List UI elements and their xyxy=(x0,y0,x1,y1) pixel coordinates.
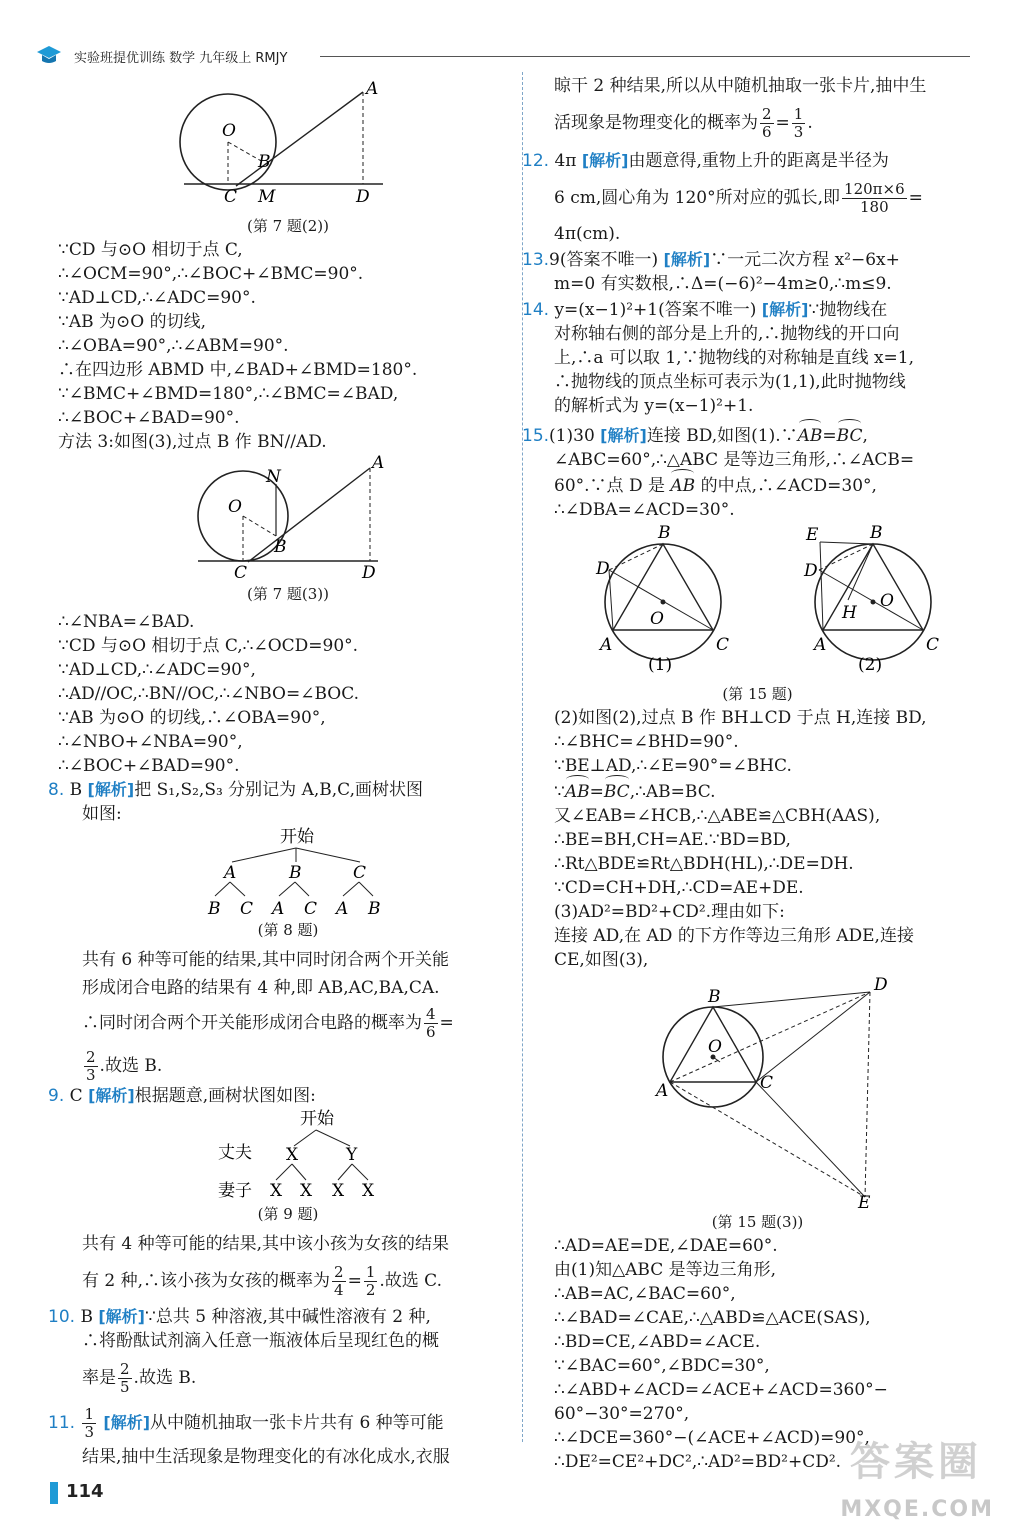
q15-p2-line: ∵CD=CH+DH,∴CD=AE+DE. xyxy=(554,878,804,898)
label-D: D xyxy=(362,563,376,582)
analysis-tag: [解析] xyxy=(600,426,647,445)
label-D: D xyxy=(874,975,888,995)
label-D: D xyxy=(804,561,818,581)
caption-7-2: (第 7 题(2)) xyxy=(246,217,330,235)
q8-conclusion-3: ∴同时闭合两个开关能形成闭合电路的概率为 xyxy=(82,1013,422,1033)
question-number: 9. xyxy=(48,1086,65,1106)
text-line: ∴∠NBO+∠NBA=90°, xyxy=(58,732,243,752)
tree-leaf: X xyxy=(300,1181,313,1201)
label-M: M xyxy=(258,187,276,207)
analysis-tag: [解析] xyxy=(88,1086,135,1105)
tree-node: B xyxy=(289,863,302,883)
q15-p2-line: ∴BE=BH,CH=AE.∵BD=BD, xyxy=(554,830,791,850)
tree-leaf: B xyxy=(208,899,221,918)
question-number: 13. xyxy=(522,250,550,270)
fraction: $\frac{2}{6}$ xyxy=(762,105,772,141)
q14-line-2: 对称轴右侧的部分是上升的,∴抛物线的开口向 xyxy=(554,324,900,344)
answer: (1)30 xyxy=(549,426,595,446)
fraction: $\frac{4}{6}$ xyxy=(426,1005,436,1041)
page-number-badge xyxy=(48,1478,106,1506)
text-line: ∴∠BOC+∠BAD=90°. xyxy=(58,756,240,776)
analysis-tag: [解析] xyxy=(87,780,135,799)
caption-8: (第 8 题) xyxy=(257,921,319,939)
label-N: N xyxy=(266,467,281,487)
tree-root: 开始 xyxy=(280,827,314,847)
figure-7-2-diagram xyxy=(58,72,518,214)
q9-line-2: 有 2 种,∴该小孩为女孩的概率为 xyxy=(82,1271,331,1291)
q14-text: ∵抛物线在 xyxy=(808,300,888,320)
q14-line-4: ∴抛物线的顶点坐标可表示为(1,1),此时抛物线 xyxy=(554,372,906,392)
q9-text: 根据题意,画树状图如图: xyxy=(134,1086,316,1106)
caption-15: (第 15 题) xyxy=(722,685,793,703)
label-B: B xyxy=(870,523,883,543)
tree-root: 开始 xyxy=(300,1109,334,1129)
question-8: 8. B [解析]把 S₁,S₂,S₃ 分别记为 A,B,C,画树状图 如图: 开始 A B C B C A C A B (第 8 题) 共有 6 种等可能的结果,其中同时闭合两个开关能 形成闭合电路的结果有 4 种,即 AB,AC,BA,CA. ∴同时闭合两个开关能形成闭合电路的概率为 $\frac{4}{6}$ = $\frac{2}{3}$ .故选 B. xyxy=(58,778,518,1084)
label-C: C xyxy=(224,187,238,207)
analysis-tag: [解析] xyxy=(103,1413,151,1432)
q10-text: ∵总共 5 种溶液,其中碱性溶液有 2 种, xyxy=(145,1307,431,1327)
question-9: 9. C [解析]根据题意,画树状图如图: 开始 丈夫 X Y 妻子 X X X X (第 9 题) 共有 4 种等可能的结果,其中该小孩为女孩的结果 有 2 种,∴该小孩为女孩的概率为 $\frac{2}{4}$ = $\frac{1}{2}$ .故选 C. xyxy=(58,1084,518,1299)
question-number: 8. xyxy=(48,780,65,800)
q11-line-3: 晾干 2 种结果,所以从中随机抽取一张卡片,抽中生 xyxy=(554,76,927,96)
graduation-cap-icon xyxy=(36,44,62,66)
q11-line-2: 结果,抽中生活现象是物理变化的有冰化成水,衣服 xyxy=(82,1447,450,1467)
analysis-tag: [解析] xyxy=(581,151,629,170)
label-B: B xyxy=(708,987,721,1007)
answer: C xyxy=(69,1086,83,1106)
q15-line-2: ∠ABC=60°,∴△ABC 是等边三角形,∴∠ACB= xyxy=(554,450,915,470)
label-C: C xyxy=(926,635,940,655)
question-number: 12. xyxy=(522,151,550,171)
q14-line-3: 上,∴a 可以取 1,∵抛物线的对称轴是直线 x=1, xyxy=(554,348,915,368)
label-A: A xyxy=(600,635,613,655)
label-B: B xyxy=(658,523,671,543)
label-B: B xyxy=(258,152,271,172)
row-label-wife: 妻子 xyxy=(218,1181,252,1201)
q15-line-3: 60°.∵点 D 是 xyxy=(554,476,665,496)
question-13 xyxy=(522,248,985,296)
answer: B xyxy=(80,1307,93,1327)
page-number: 114 xyxy=(66,1481,104,1502)
arc-AB: AB xyxy=(565,778,590,804)
q15-p3-line: ∴BD=CE,∠ABD=∠ACE. xyxy=(554,1332,761,1352)
q9-line-1: 共有 4 种等可能的结果,其中该小孩为女孩的结果 xyxy=(82,1234,450,1254)
tree-leaf: A xyxy=(336,899,349,918)
label-B: B xyxy=(274,537,287,557)
label-E: E xyxy=(806,525,819,545)
question-number: 11. xyxy=(48,1413,76,1433)
arc-AB: AB xyxy=(798,422,823,448)
figure-15-diagrams xyxy=(530,522,985,682)
q14-line-5: 的解析式为 y=(x−1)²+1. xyxy=(554,396,754,416)
q15-line-4: ∴∠DBA=∠ACD=30°. xyxy=(554,500,735,520)
answer: y=(x−1)²+1(答案不唯一) xyxy=(554,300,757,320)
question-number: 10. xyxy=(48,1307,76,1327)
question-number: 14. xyxy=(522,300,550,320)
label-O: O xyxy=(222,121,236,141)
tree-node: A xyxy=(224,863,237,883)
q9-end: .故选 C. xyxy=(379,1271,442,1291)
label-H: H xyxy=(842,603,857,623)
q11-line-4: 活现象是物理变化的概率为 xyxy=(554,113,758,133)
q15-p2-arc-tail: ,∴AB=BC. xyxy=(629,782,716,802)
q10-line-3: 率是 xyxy=(82,1368,116,1388)
question-number: 15. xyxy=(522,426,550,446)
q15-text: 连接 BD,如图(1).∵ xyxy=(646,426,798,446)
label-C: C xyxy=(234,563,248,582)
question-12: 12. 4π [解析]由题意得,重物上升的距离是半径为 6 cm,圆心角为 120°所对应的弧长,即 $\frac{120\pi\times 6}{180}$ = 4π(cm). xyxy=(530,149,985,246)
q12-text: 由题意得,重物上升的距离是半径为 xyxy=(628,151,889,171)
question-10 xyxy=(48,1305,518,1396)
q15-p3-line: ∴∠DCE=360°−(∠ACE+∠ACD)=90°, xyxy=(554,1428,870,1448)
q8-conclusion-2: 形成闭合电路的结果有 4 种,即 AB,AC,BA,CA. xyxy=(82,978,440,998)
text-line: ∵CD 与⊙O 相切于点 C,∴∠OCD=90°. xyxy=(58,636,359,656)
answer-fraction: $\frac{1}{3}$ xyxy=(84,1405,94,1441)
answer: 9(答案不唯一) xyxy=(549,250,659,270)
q15-p2-line: ∴∠BHC=∠BHD=90°. xyxy=(554,732,739,752)
label-E: E xyxy=(858,1193,871,1210)
label-O: O xyxy=(228,497,242,517)
text-line: ∵CD 与⊙O 相切于点 C, xyxy=(58,240,243,260)
q13-line-2: m=0 有实数根,∴Δ=(−6)²−4m≥0,∴m≤9. xyxy=(554,274,892,294)
question-15: 15.(1)30 [解析]连接 BD,如图(1).∵AB=BC, ∠ABC=60°,∴△ABC 是等边三角形,∴∠ACB= 60°.∵点 D 是 AB 的中点,∴∠ACD=30°, ∴∠DBA=∠ACD=30°. B D O A C (1) E B D O H A C (2) (第 15 题) (2)如图(2),过点 B 作 BH⊥CD 于点 H,连接 BD, ∴∠BHC=∠BHD=90°. ∵BE⊥AD,∴∠E=90°=∠BHC. ∵AB=BC,∴AB=BC. 又∠EAB=∠HCB,∴△ABE≌△CBH(AAS), ∴BE=BH,CH=AE.∵BD=BD, ∴Rt△BDE≌Rt△BDH(HL),∴DE=DH. ∵CD=CH+DH,∴CD=AE+DE. (3)AD²=BD²+CD².理由如下: 连接 AD,在 AD 的下方作等边三角形 ADE,连接 CE,如图(3), B D O A C E (第 15 题(3)) ∴AD=AE=DE,∠DAE=60°. 由(1)知△ABC 是等边三角形, ∴AB=AC,∠BAC=60°, ∴∠BAD=∠CAE,∴△ABD≌△ACE(SAS), ∴BD=CE,∠ABD=∠ACE. ∵∠BAC=60°,∠BDC=30°, ∴∠ABD+∠ACD=∠ACE+∠ACD=360°− 60°−30°=270°, ∴∠DCE=360°−(∠ACE+∠ACD)=90°, ∴DE²=CE²+DC²,∴AD²=BD²+CD². xyxy=(530,422,985,1474)
q15-p3-line: ∴∠ABD+∠ACD=∠ACE+∠ACD=360°− xyxy=(554,1380,888,1400)
q8-end: .故选 B. xyxy=(99,1056,163,1076)
figure-7-3 xyxy=(58,454,518,582)
q12-line-2: 6 cm,圆心角为 120°所对应的弧长,即 xyxy=(554,188,841,208)
q15-line-3b: 的中点,∴∠ACD=30°, xyxy=(700,476,877,496)
fraction: $\frac{120\pi\times 6}{180}$ xyxy=(844,180,905,216)
question-14 xyxy=(522,298,985,418)
q8-conclusion-1: 共有 6 种等可能的结果,其中同时闭合两个开关能 xyxy=(82,950,450,970)
fraction: $\frac{1}{2}$ xyxy=(365,1263,376,1299)
figure-7-3-diagram xyxy=(58,454,518,582)
text-line: ∵AD⊥CD,∴∠ADC=90°, xyxy=(58,660,256,680)
tree-diagram-8 xyxy=(58,826,518,918)
left-column xyxy=(48,72,518,1469)
q7-method3-proof xyxy=(58,610,518,778)
label-C: C xyxy=(716,635,730,655)
q8-text: 把 S₁,S₂,S₃ 分别记为 A,B,C,画树状图 xyxy=(134,780,423,800)
text-line: ∴在四边形 ABMD 中,∠BAD+∠BMD=180°. xyxy=(58,360,418,380)
row-label-husband: 丈夫 xyxy=(218,1143,252,1163)
tree-leaf: X xyxy=(270,1181,283,1201)
answer: B xyxy=(69,780,83,800)
right-column: 晾干 2 种结果,所以从中随机抽取一张卡片,抽中生 活现象是物理变化的概率为 $\frac{2}{6}$ = $\frac{1}{3}$ . 12. 4π [解析]由题意得,重物上升的距离是半径为 6 cm,圆心角为 120°所对应的弧长,即 $\frac{120\pi\times 6}{180}$ = 4π(cm). 13.9(答案不唯一) [解析]∵一元二次方程 x²−6x+ m=0 有实数根,∴Δ=(−6)²−4m≥0,∴m≤9. 14. y=(x−1)²+1(答案不唯一) [解析]∵抛物线在 对称轴右侧的部分是上升的,∴抛物线的开口向 上,∴a 可以取 1,∵抛物线的对称轴是直线 x=1, ∴抛物线的顶点坐标可表示为(1,1),此时抛物线 的解析式为 y=(x−1)²+1. 15.(1)30 [解析]连接 BD,如图(1).∵AB=BC, ∠ABC=60°,∴△ABC 是等边三角形,∴∠ACB= 60°.∵点 D 是 AB 的中点,∴∠ACD=30°, ∴∠DBA=∠ACD=30°. B D O A C (1) E B D O H A C (2) (第 15 题) (2)如图(2),过点 B 作 BH⊥CD 于点 H,连接 BD, ∴∠BHC=∠BHD=90°. ∵BE⊥AD,∴∠E=90°=∠BHC. ∵AB=BC,∴AB=BC. 又∠EAB=∠HCB,∴△ABE≌△CBH(AAS), ∴BE=BH,CH=AE.∵BD=BD, ∴Rt△BDE≌Rt△BDH(HL),∴DE=DH. ∵CD=CH+DH,∴CD=AE+DE. (3)AD²=BD²+CD².理由如下: 连接 AD,在 AD 的下方作等边三角形 ADE,连接 CE,如图(3), B D O A C E (第 15 题(3)) ∴AD=AE=DE,∠DAE=60°. 由(1)知△ABC 是等边三角形, ∴AB=AC,∠BAC=60°, ∴∠BAD=∠CAE,∴△ABD≌△ACE(SAS), ∴BD=CE,∠ABD=∠ACE. ∵∠BAC=60°,∠BDC=30°, ∴∠ABD+∠ACD=∠ACE+∠ACD=360°− 60°−30°=270°, ∴∠DCE=360°−(∠ACE+∠ACD)=90°, ∴DE²=CE²+DC²,∴AD²=BD²+CD². xyxy=(530,72,985,1474)
method-3-intro: 方法 3:如图(3),过点 B 作 BN//AD. xyxy=(58,432,327,452)
label-A: A xyxy=(656,1081,669,1101)
fraction: $\frac{1}{3}$ xyxy=(793,105,804,141)
label-A: A xyxy=(372,454,385,473)
q15-p3-line: 60°−30°=270°, xyxy=(554,1404,690,1424)
q13-text: ∵一元二次方程 x²−6x+ xyxy=(710,250,900,270)
q15-p2-line: (2)如图(2),过点 B 作 BH⊥CD 于点 H,连接 BD, xyxy=(554,708,927,728)
label-O: O xyxy=(708,1037,722,1057)
q12-line-3: 4π(cm). xyxy=(554,224,621,244)
q15-p2-line: ∴Rt△BDE≌Rt△BDH(HL),∴DE=DH. xyxy=(554,854,854,874)
tree-node: Y xyxy=(346,1145,358,1165)
q15-p2-line: 又∠EAB=∠HCB,∴△ABE≌△CBH(AAS), xyxy=(554,806,881,826)
text-line: ∵∠BMC+∠BMD=180°,∴∠BMC=∠BAD, xyxy=(58,384,399,404)
text-line: ∴∠OCM=90°,∴∠BOC+∠BMC=90°. xyxy=(58,264,364,284)
q15-p2-line: ∵BE⊥AD,∴∠E=90°=∠BHC. xyxy=(554,756,792,776)
figure-15-3 xyxy=(530,972,985,1210)
tree-leaf: B xyxy=(368,899,381,918)
text-line: ∴∠BOC+∠BAD=90°. xyxy=(58,408,240,428)
q15-p3-line: ∴∠BAD=∠CAE,∴△ABD≌△ACE(SAS), xyxy=(554,1308,871,1328)
arc-BC: BC xyxy=(837,422,863,448)
arc-AB: AB xyxy=(670,472,695,498)
q8-text2: 如图: xyxy=(82,804,122,824)
q15-p3-line: ∴DE²=CE²+DC²,∴AD²=BD²+CD². xyxy=(554,1452,842,1472)
tree-node: C xyxy=(353,863,367,883)
q10-line-2: ∴将酚酞试剂滴入任意一瓶液体后呈现红色的概 xyxy=(82,1331,439,1351)
q7-method2-proof xyxy=(58,238,518,454)
tree-diagram-9 xyxy=(58,1108,518,1202)
figure-9-tree xyxy=(58,1108,518,1202)
watermark xyxy=(824,1439,994,1522)
q15-p3-line: ∴AD=AE=DE,∠DAE=60°. xyxy=(554,1236,778,1256)
caption-15-3: (第 15 题(3)) xyxy=(711,1213,804,1231)
column-divider xyxy=(522,72,523,1442)
header-rule xyxy=(320,56,970,57)
q15-p3-line: ∴AB=AC,∠BAC=60°, xyxy=(554,1284,736,1304)
tree-leaf: C xyxy=(304,899,318,918)
label-D: D xyxy=(356,187,370,207)
watermark-bottom: MXQE.COM xyxy=(840,1497,994,1522)
answer: 4π xyxy=(554,151,577,171)
tree-leaf: X xyxy=(332,1181,345,1201)
analysis-tag: [解析] xyxy=(98,1307,145,1326)
arc-BC: BC xyxy=(604,778,630,804)
tree-leaf: A xyxy=(272,899,285,918)
label-C: C xyxy=(760,1073,774,1093)
text-line: ∵AD⊥CD,∴∠ADC=90°. xyxy=(58,288,256,308)
label-O: O xyxy=(650,609,664,629)
figure-15 xyxy=(530,522,985,682)
tree-leaf: C xyxy=(240,899,254,918)
figure-8-tree xyxy=(58,826,518,918)
sub-caption-1: (1) xyxy=(648,655,673,675)
label-A: A xyxy=(814,635,827,655)
fraction: $\frac{2}{3}$ xyxy=(86,1048,96,1084)
figure-15-3-diagram xyxy=(530,972,985,1210)
analysis-tag: [解析] xyxy=(761,300,809,319)
fraction: $\frac{2}{5}$ xyxy=(120,1360,130,1396)
page-header xyxy=(30,42,990,70)
tree-leaf: X xyxy=(362,1181,375,1201)
q15-p3-line: 由(1)知△ABC 是等边三角形, xyxy=(554,1260,777,1280)
q10-end: .故选 B. xyxy=(133,1368,197,1388)
caption-9: (第 9 题) xyxy=(257,1205,319,1223)
q15-p3-line: 连接 AD,在 AD 的下方作等边三角形 ADE,连接 xyxy=(554,926,914,946)
text-line: ∵AB 为⊙O 的切线, xyxy=(58,312,206,332)
q15-p3-line: ∵∠BAC=60°,∠BDC=30°, xyxy=(554,1356,770,1376)
text-line: ∵AB 为⊙O 的切线,∴∠OBA=90°, xyxy=(58,708,326,728)
label-A: A xyxy=(366,79,379,99)
figure-7-2 xyxy=(58,72,518,214)
analysis-tag: [解析] xyxy=(663,250,711,269)
q11-text: 从中随机抽取一张卡片共有 6 种等可能 xyxy=(150,1413,444,1433)
q15-p3-intro: (3)AD²=BD²+CD².理由如下: xyxy=(554,902,785,922)
q15-p3-line: CE,如图(3), xyxy=(554,950,649,970)
book-title: 实验班提优训练 数学 九年级上 RMJY xyxy=(74,51,288,66)
tree-node: X xyxy=(286,1145,299,1165)
label-D: D xyxy=(596,559,610,579)
text-line: ∴AD//OC,∴BN//OC,∴∠NBO=∠BOC. xyxy=(58,684,360,704)
label-O: O xyxy=(880,591,894,611)
sub-caption-2: (2) xyxy=(858,655,883,675)
question-11 xyxy=(48,1405,518,1469)
text-line: ∴∠OBA=90°,∴∠ABM=90°. xyxy=(58,336,289,356)
text-line: ∴∠NBA=∠BAD. xyxy=(58,612,195,632)
watermark-top: 答案圈 xyxy=(850,1439,982,1485)
fraction: $\frac{2}{4}$ xyxy=(334,1263,344,1299)
caption-7-3: (第 7 题(3)) xyxy=(246,585,330,603)
